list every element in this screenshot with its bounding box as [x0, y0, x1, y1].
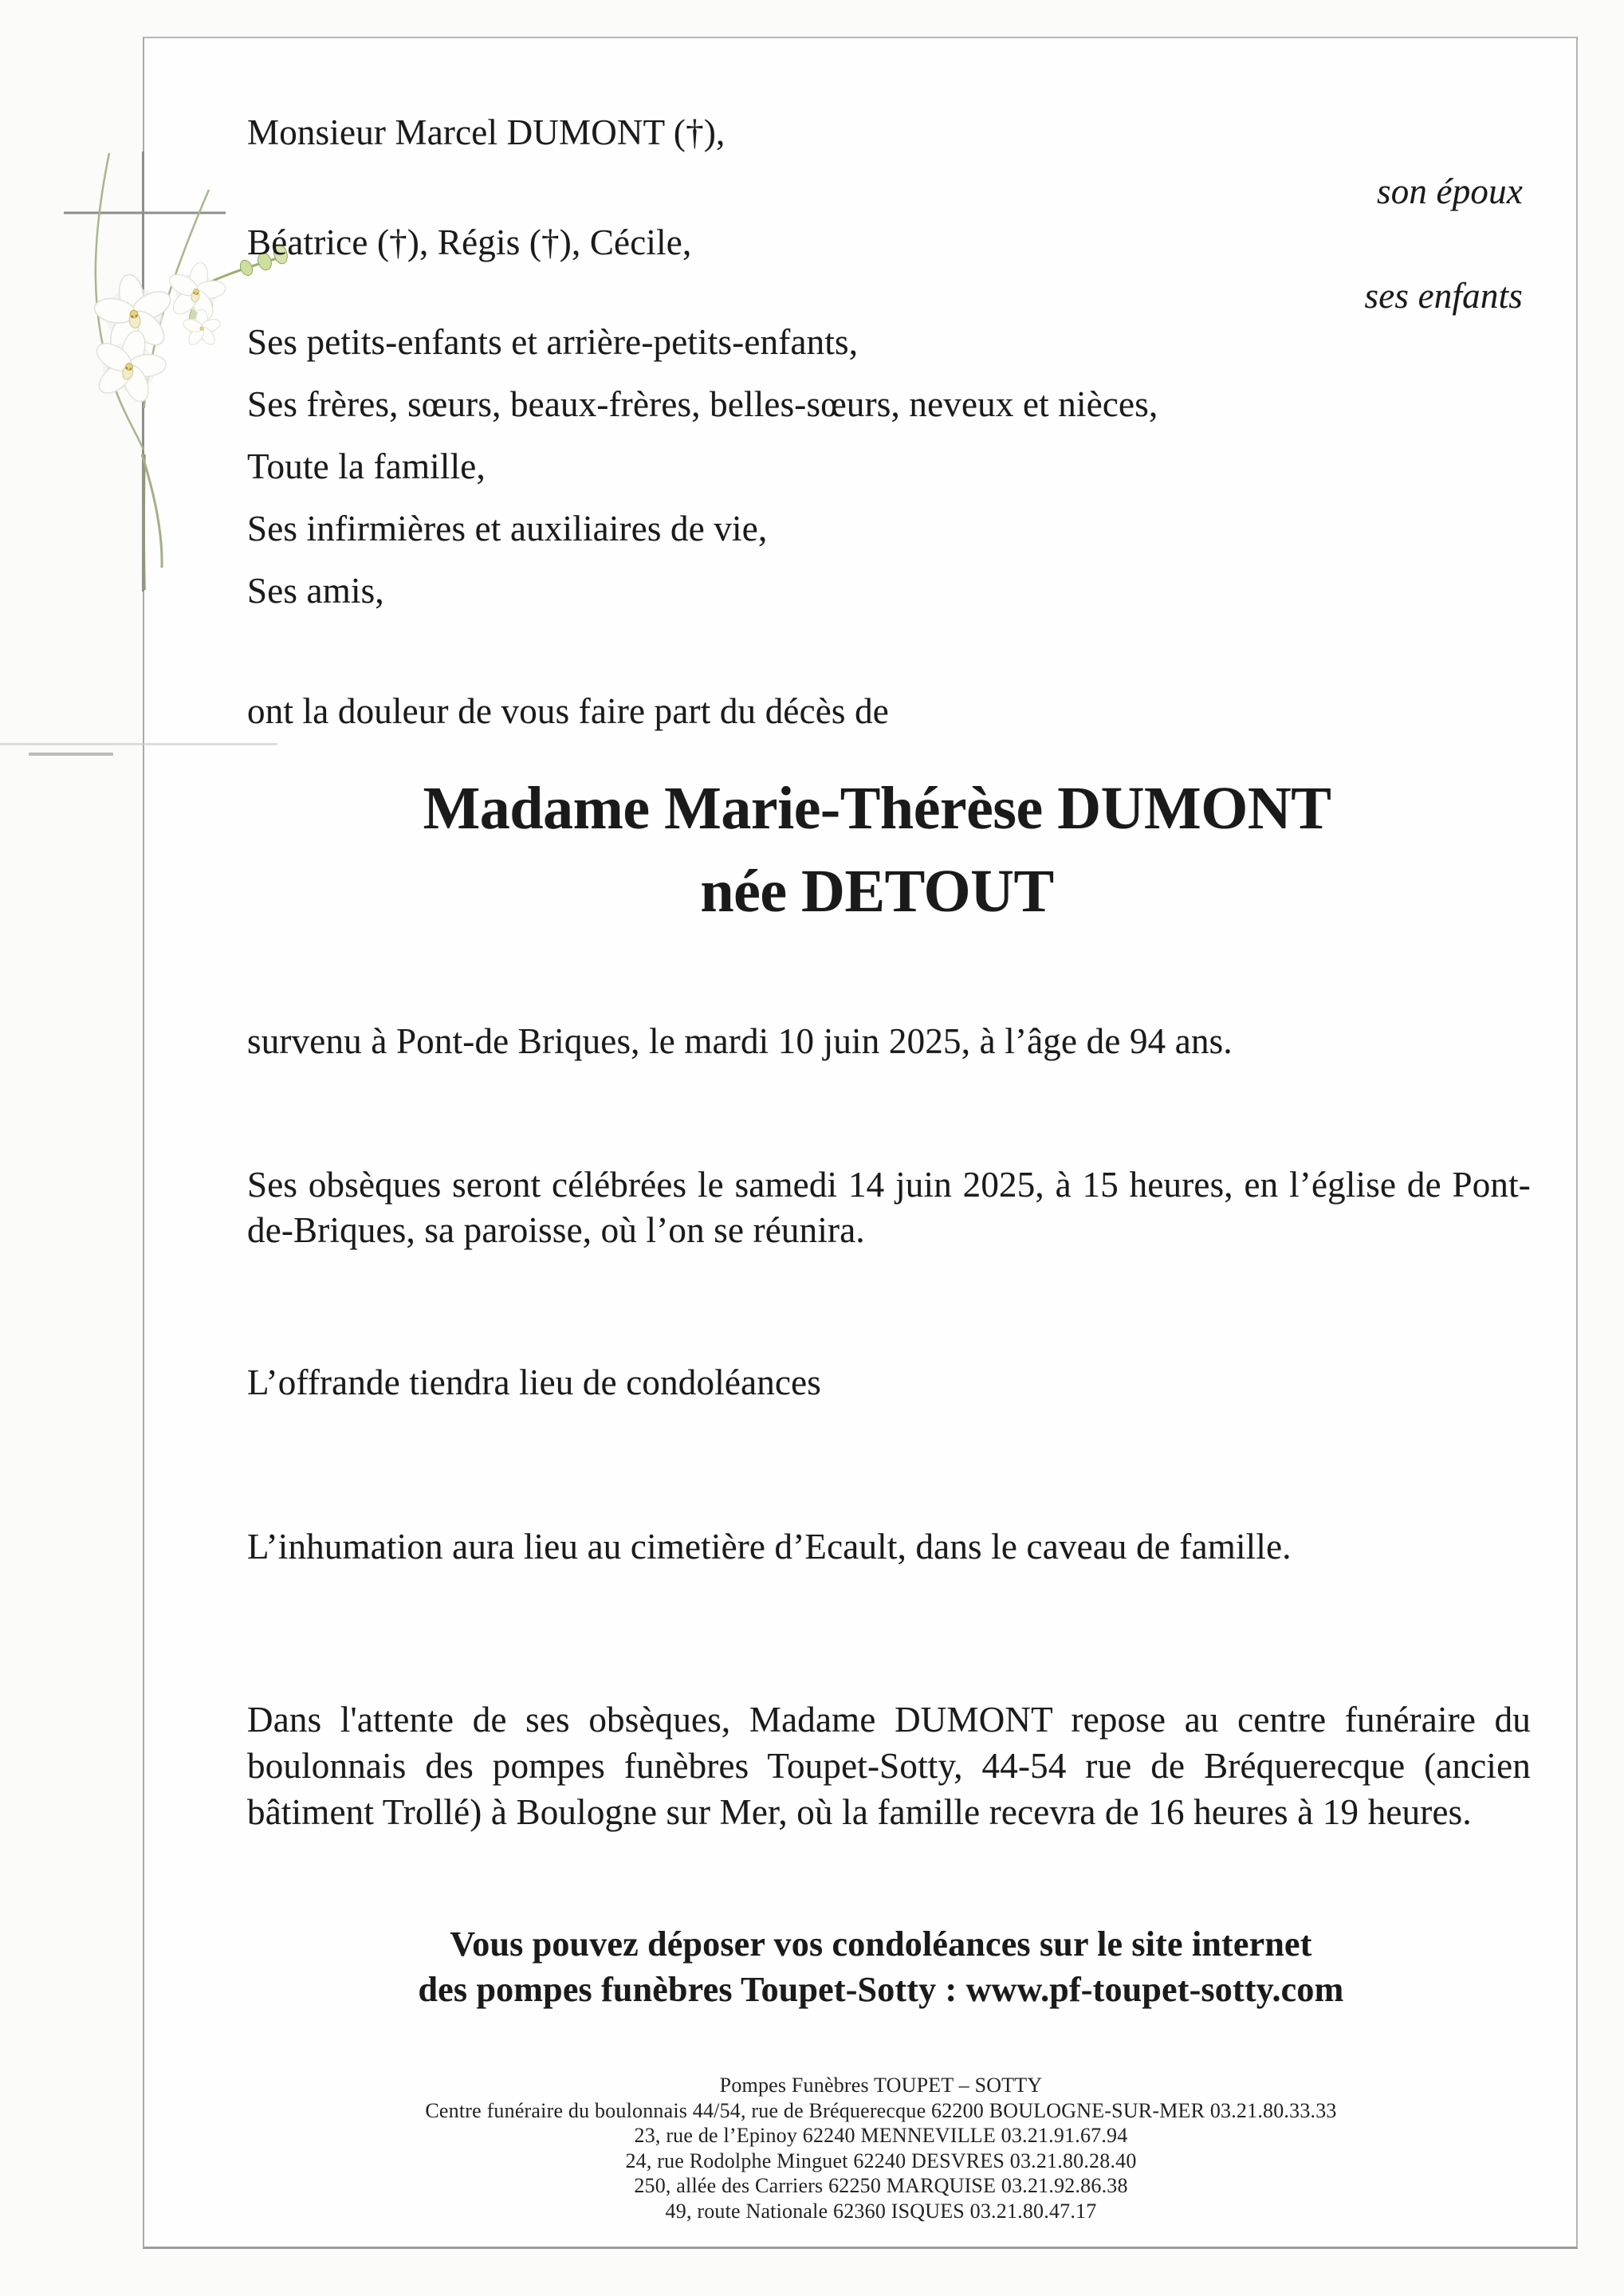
scan-artifact-line	[29, 753, 113, 756]
family-line: Toute la famille,	[247, 446, 486, 486]
relation-son-epoux: son époux	[1376, 171, 1523, 211]
funeral-paragraph: Ses obsèques seront célébrées le samedi 14 juin 2025, à 15 heures, en l’église de Pont-de-Briques, sa paroisse, où l’on se réunira.	[247, 1165, 1531, 1250]
scan-artifact-line	[0, 743, 277, 745]
family-line: Ses infirmières et auxiliaires de vie,	[247, 509, 768, 548]
condolences-note	[239, 1921, 1523, 2012]
death-details-line: survenu à Pont-de Briques, le mardi 10 juin 2025, à l’âge de 94 ans.	[247, 1021, 1233, 1061]
funeral-home-address: 250, allée des Carriers 62250 MARQUISE 03.21.92.86.38	[634, 2174, 1128, 2197]
repose-paragraph: Dans l'attente de ses obsèques, Madame DUMONT repose au centre funéraire du boulonnais des pompes funèbres Toupet-Sotty, 44-54 rue de Bréquerecque (ancien bâtiment Trollé) à Boulogne sur Mer, où la famille recevra de 16 heures à 19 heures.	[247, 1700, 1531, 1832]
orchid-flower	[182, 309, 222, 348]
funeral-home-address: 49, route Nationale 62360 ISQUES 03.21.80.47.17	[665, 2199, 1097, 2223]
family-list	[247, 311, 1158, 622]
family-line: Ses frères, sœurs, beaux-frères, belles-sœurs, neveux et nièces,	[247, 384, 1158, 424]
condolences-line: Vous pouvez déposer vos condoléances sur le site internet	[450, 1924, 1312, 1964]
burial-line: L’inhumation aura lieu au cimetière d’Ecault, dans le caveau de famille.	[247, 1527, 1292, 1567]
relation-ses-enfants: ses enfants	[1364, 276, 1523, 316]
family-line: Ses petits-enfants et arrière-petits-enfants,	[247, 322, 859, 362]
orchid-stems	[142, 454, 162, 590]
children-line: Béatrice (†), Régis (†), Cécile,	[247, 222, 692, 262]
funeral-home-footer	[239, 2073, 1523, 2223]
condolences-website-line: des pompes funèbres Toupet-Sotty : www.pf-toupet-sotty.com	[418, 1970, 1344, 2009]
offering-line: L’offrande tiendra lieu de condoléances	[247, 1362, 821, 1402]
deceased-maiden-name: née DETOUT	[700, 858, 1054, 925]
funeral-home-address: 24, rue Rodolphe Minguet 62240 DESVRES 03.21.80.28.40	[625, 2149, 1137, 2172]
deceased-name-block	[239, 767, 1515, 933]
funeral-home-address: Centre funéraire du boulonnais 44/54, rue de Bréquerecque 62200 BOULOGNE-SUR-MER 03.21.80.33.33	[425, 2098, 1337, 2122]
husband-line: Monsieur Marcel DUMONT (†),	[247, 112, 725, 152]
funeral-home-name: Pompes Funèbres TOUPET – SOTTY	[719, 2074, 1043, 2097]
announcement-line: ont la douleur de vous faire part du décès de	[247, 691, 889, 731]
funeral-home-address: 23, rue de l’Epinoy 62240 MENNEVILLE 03.21.91.67.94	[634, 2124, 1128, 2147]
family-line: Ses amis,	[247, 571, 384, 611]
deceased-name: Madame Marie-Thérèse DUMONT	[423, 775, 1331, 842]
